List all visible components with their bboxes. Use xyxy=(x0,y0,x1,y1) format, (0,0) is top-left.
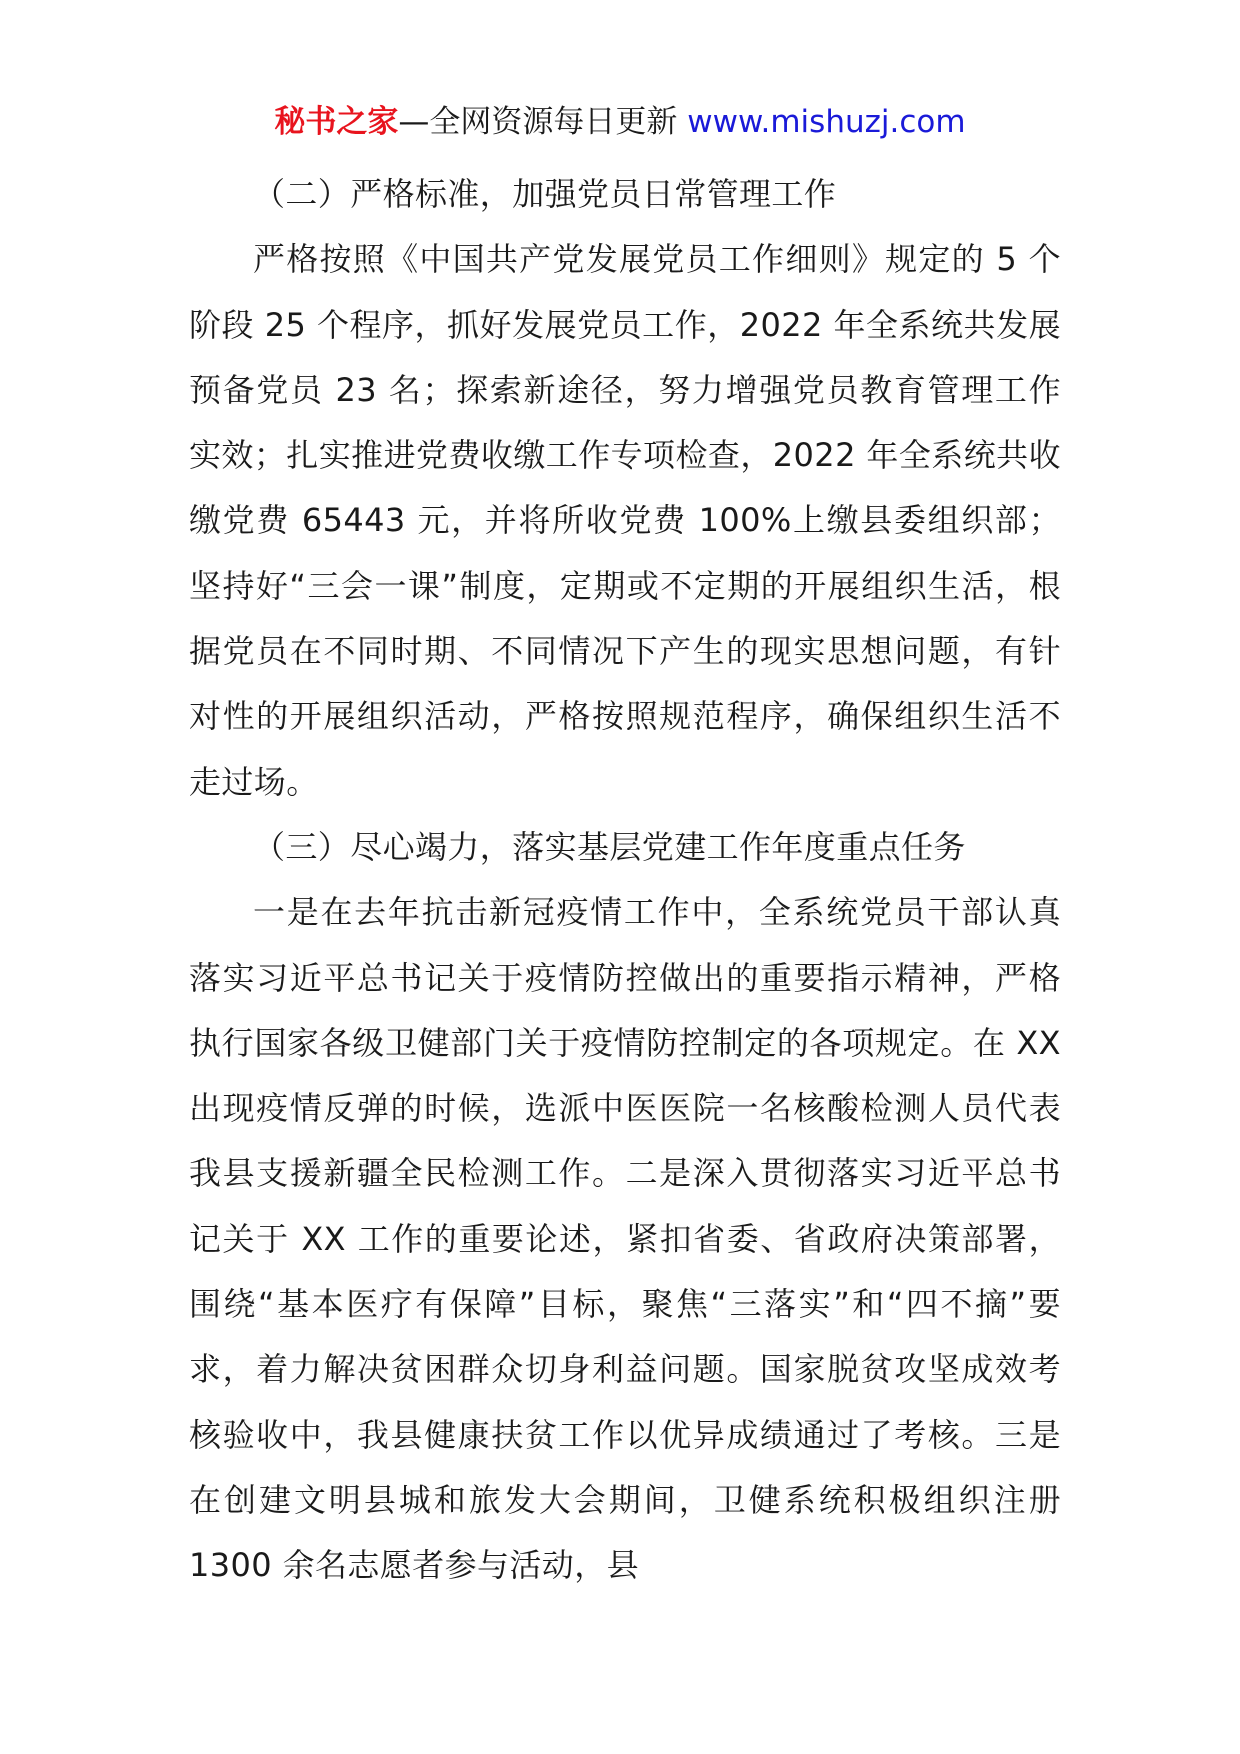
section-heading-2: （二）严格标准，加强党员日常管理工作 xyxy=(253,175,837,213)
section-paragraph-3: 一是在去年抗击新冠疫情工作中，全系统党员干部认真落实习近平总书记关于疫情防控做出的重要指示精神，严格执行国家各级卫健部门关于疫情防控制定的各项规定。在 XX 出现疫情反弹的时候，选派中医医院一名核酸检测人员代表我县支援新疆全民检测工作。二是深入贯彻落实习近平总书记关于 XX 工作的重要论述，紧扣省委、省政府决策部署，围绕“基本医疗有保障”目标，聚焦“三落实”和“四不摘”要求，着力解决贫困群众切身利益问题。国家脱贫攻坚成效考核验收中，我县健康扶贫工作以优异成绩通过了考核。三是在创建文明县城和旅发大会期间，卫健系统积极组织注册 1300 余名志愿者参与活动，县 xyxy=(189,893,1061,1585)
brand-name: 秘书之家 xyxy=(274,104,399,140)
header-tagline: —全网资源每日更新 xyxy=(398,104,678,140)
site-header xyxy=(0,100,1240,144)
section-paragraph-2: 严格按照《中国共产党发展党员工作细则》规定的 5 个阶段 25 个程序，抓好发展党员工作，2022 年全系统共发展预备党员 23 名；探索新途径，努力增强党员教育管理工作实效；扎实推进党费收缴工作专项检查，2022 年全系统共收缴党费 65443 元，并将所收党费 100%上缴县委组织部；坚持好“三会一课”制度，定期或不定期的开展组织生活，根据党员在不同时期、不同情况下产生的现实思想问题，有针对性的开展组织活动，严格按照规范程序，确保组织生活不走过场。 xyxy=(189,240,1061,801)
document-body xyxy=(189,162,1061,1599)
site-url-link[interactable]: www.mishuzj.com xyxy=(687,104,966,140)
section-heading-3: （三）尽心竭力，落实基层党建工作年度重点任务 xyxy=(253,827,966,866)
